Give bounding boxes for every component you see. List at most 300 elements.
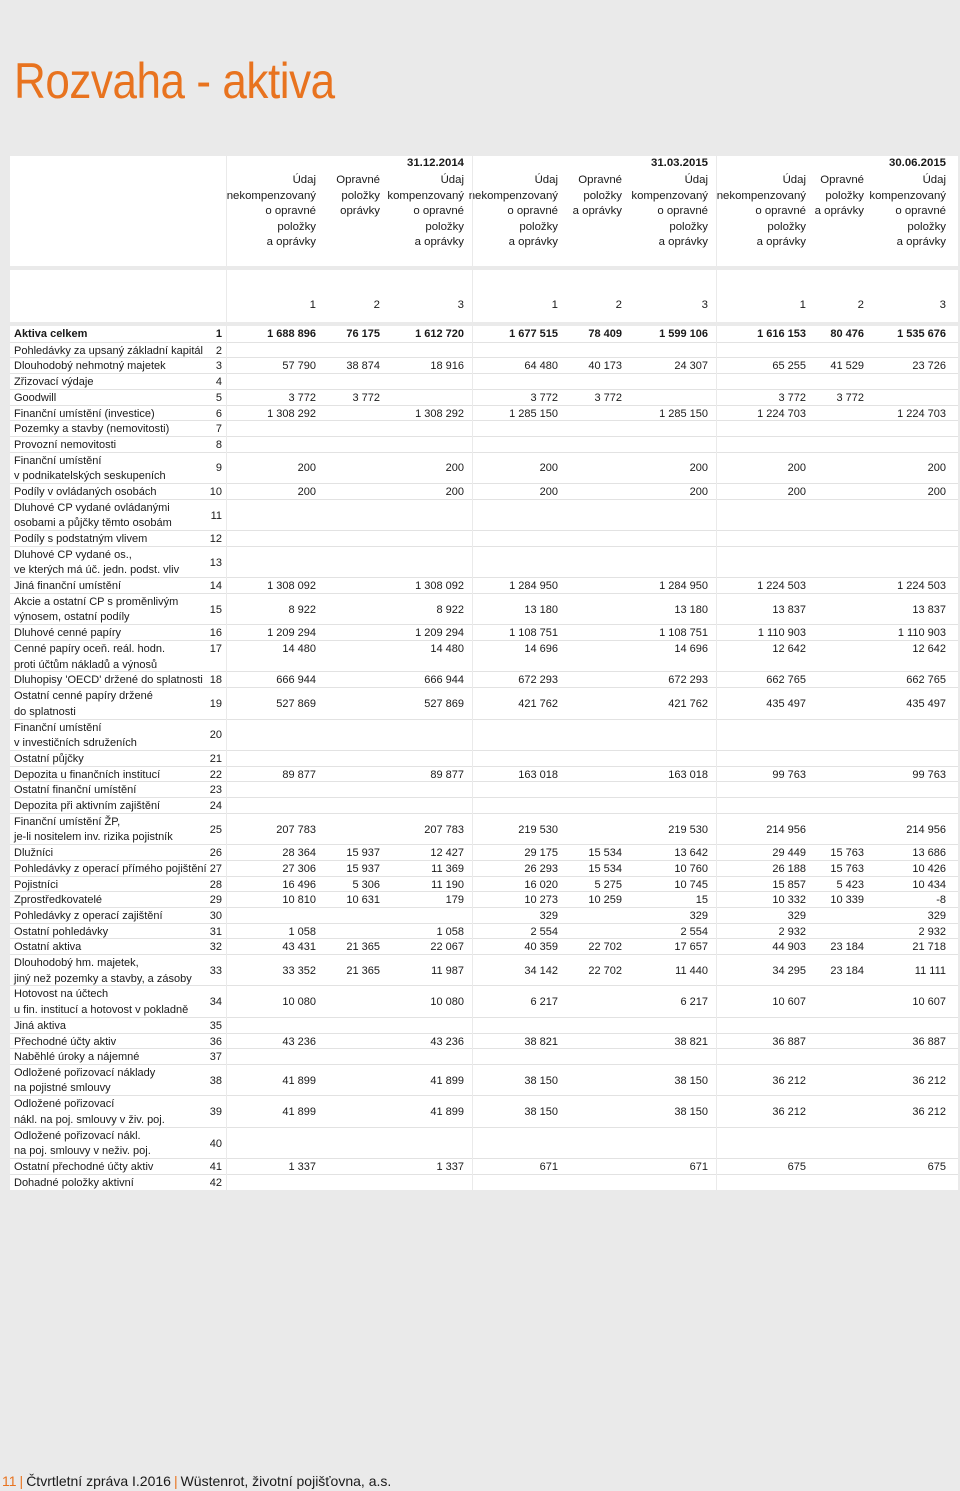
cell-value: 15 534 bbox=[588, 862, 622, 875]
row-label: Ostatní finanční umístění bbox=[14, 784, 137, 797]
cell-value: 2 932 bbox=[918, 925, 946, 938]
cell-value: 200 bbox=[689, 462, 708, 475]
cell-value: 200 bbox=[445, 462, 464, 475]
table-row bbox=[10, 797, 958, 814]
row-number: 17 bbox=[209, 643, 222, 655]
cell-value: 16 020 bbox=[524, 878, 558, 891]
cell-value: 18 916 bbox=[430, 360, 464, 373]
row-number: 24 bbox=[209, 800, 222, 812]
cell-value: 21 718 bbox=[912, 941, 946, 954]
cell-value: 3 772 bbox=[594, 391, 622, 404]
cell-value: 675 bbox=[787, 1161, 806, 1174]
row-label: Odložené pořizovací náklady na pojistné smlouvy bbox=[14, 1066, 156, 1095]
column-number: 2 bbox=[373, 299, 380, 311]
cell-value: 207 783 bbox=[276, 823, 316, 836]
cell-value: 12 642 bbox=[772, 643, 806, 655]
cell-value: 10 426 bbox=[912, 862, 946, 875]
cell-value: 179 bbox=[445, 894, 464, 907]
cell-value: 1 337 bbox=[436, 1161, 464, 1174]
cell-value: 11 440 bbox=[675, 964, 708, 977]
cell-value: 200 bbox=[539, 486, 558, 498]
cell-value: 1 110 903 bbox=[757, 627, 806, 640]
cell-value: 1 224 503 bbox=[897, 580, 946, 593]
cell-value: 527 869 bbox=[424, 697, 464, 710]
cell-value: 1 308 092 bbox=[415, 580, 464, 593]
cell-value: 329 bbox=[689, 909, 708, 922]
column-separator bbox=[472, 156, 473, 266]
cell-value: 666 944 bbox=[424, 674, 464, 687]
cell-value: 662 765 bbox=[906, 674, 946, 687]
table-header bbox=[10, 156, 958, 266]
cell-value: 1 612 720 bbox=[415, 328, 464, 340]
row-label: Goodwill bbox=[14, 391, 57, 404]
cell-value: 200 bbox=[787, 486, 806, 498]
row-number: 8 bbox=[215, 438, 222, 451]
cell-value: 329 bbox=[539, 909, 558, 922]
cell-value: 3 772 bbox=[352, 391, 380, 404]
row-label: Ostatní pohledávky bbox=[14, 925, 109, 938]
cell-value: 17 657 bbox=[674, 941, 708, 954]
cell-value: 3 772 bbox=[530, 391, 558, 404]
cell-value: 23 184 bbox=[830, 941, 864, 954]
cell-value: 1 337 bbox=[288, 1161, 316, 1174]
cell-value: 3 772 bbox=[288, 391, 316, 404]
cell-value: 36 212 bbox=[772, 1074, 806, 1087]
cell-value: 89 877 bbox=[430, 768, 464, 781]
column-separator bbox=[472, 326, 473, 1190]
cell-value: 1 209 294 bbox=[267, 627, 316, 640]
cell-value: 36 212 bbox=[772, 1106, 806, 1119]
row-number: 22 bbox=[209, 768, 222, 781]
cell-value: 11 111 bbox=[914, 964, 946, 977]
cell-value: 14 480 bbox=[430, 643, 464, 655]
column-header: Opravné položky a oprávky bbox=[572, 174, 622, 218]
cell-value: 29 175 bbox=[524, 847, 558, 860]
cell-value: 1 285 150 bbox=[659, 407, 708, 420]
cell-value: 28 364 bbox=[282, 847, 316, 860]
cell-value: 40 173 bbox=[588, 360, 622, 373]
cell-value: 1 108 751 bbox=[659, 627, 708, 640]
cell-value: 200 bbox=[689, 486, 708, 498]
row-label: Dlouhodobý nehmotný majetek bbox=[14, 360, 166, 373]
row-label: Aktiva celkem bbox=[14, 328, 88, 340]
period-date: 31.03.2015 bbox=[650, 157, 708, 169]
cell-value: 34 295 bbox=[772, 964, 806, 977]
cell-value: 10 080 bbox=[430, 996, 464, 1009]
table-row bbox=[10, 357, 958, 374]
cell-value: 671 bbox=[689, 1161, 708, 1174]
cell-value: 2 554 bbox=[680, 925, 708, 938]
table-row bbox=[10, 420, 958, 437]
cell-value: 5 275 bbox=[594, 878, 622, 891]
cell-value: 22 702 bbox=[588, 941, 622, 954]
cell-value: 64 480 bbox=[524, 360, 558, 373]
cell-value: 421 762 bbox=[518, 697, 558, 710]
row-label: Finanční umístění (investice) bbox=[14, 407, 155, 420]
column-number: 3 bbox=[701, 299, 708, 311]
table-row bbox=[10, 499, 958, 531]
cell-value: 10 607 bbox=[912, 996, 946, 1009]
table-row bbox=[10, 640, 958, 672]
row-number: 39 bbox=[209, 1106, 222, 1119]
cell-value: 36 212 bbox=[912, 1074, 946, 1087]
cell-value: 672 293 bbox=[668, 674, 708, 687]
cell-value: 26 293 bbox=[524, 862, 558, 875]
cell-value: 10 631 bbox=[346, 894, 380, 907]
cell-value: 435 497 bbox=[906, 697, 946, 710]
row-label: Pozemky a stavby (nemovitosti) bbox=[14, 423, 170, 436]
row-label: Cenné papíry oceň. reál. hodn. proti účtům nákladů a výnosů bbox=[14, 643, 166, 671]
table-row bbox=[10, 923, 958, 940]
cell-value: 214 956 bbox=[906, 823, 946, 836]
cell-value: 8 922 bbox=[436, 603, 464, 616]
row-number: 2 bbox=[215, 344, 222, 357]
table-row bbox=[10, 719, 958, 751]
column-separator bbox=[472, 270, 473, 322]
row-label: Zřizovací výdaje bbox=[14, 376, 94, 389]
cell-value: 11 369 bbox=[431, 862, 464, 875]
table-row bbox=[10, 860, 958, 877]
cell-value: 10 434 bbox=[912, 878, 946, 891]
footer: 11 | Čtvrtletní zpráva I.2016 | Wüstenrot, životní pojišťovna, a.s. bbox=[2, 1473, 392, 1489]
cell-value: 38 150 bbox=[674, 1074, 708, 1087]
cell-value: 22 702 bbox=[588, 964, 622, 977]
cell-value: 43 236 bbox=[430, 1035, 464, 1048]
column-number: 2 bbox=[857, 299, 864, 311]
cell-value: 1 599 106 bbox=[659, 328, 708, 340]
cell-value: 15 937 bbox=[346, 862, 380, 875]
row-number: 26 bbox=[209, 847, 222, 860]
cell-value: 662 765 bbox=[766, 674, 806, 687]
cell-value: 12 427 bbox=[430, 847, 464, 860]
column-separator bbox=[716, 156, 717, 266]
cell-value: 214 956 bbox=[766, 823, 806, 836]
cell-value: 38 150 bbox=[524, 1074, 558, 1087]
column-number: 2 bbox=[615, 299, 622, 311]
cell-value: 200 bbox=[927, 486, 946, 498]
row-label: Dluhové cenné papíry bbox=[14, 627, 122, 640]
cell-value: 666 944 bbox=[276, 674, 316, 687]
row-number: 11 bbox=[210, 509, 222, 522]
cell-value: 1 058 bbox=[288, 925, 316, 938]
cell-value: 12 642 bbox=[912, 643, 946, 655]
cell-value: 1 308 092 bbox=[267, 580, 316, 593]
cell-value: 329 bbox=[927, 909, 946, 922]
table-row bbox=[10, 891, 958, 908]
row-number: 9 bbox=[215, 462, 222, 475]
cell-value: 21 365 bbox=[346, 964, 380, 977]
row-label: Pojistníci bbox=[14, 878, 59, 891]
table-row bbox=[10, 907, 958, 924]
cell-value: 41 899 bbox=[430, 1074, 464, 1087]
cell-value: 10 080 bbox=[282, 996, 316, 1009]
row-number: 30 bbox=[209, 909, 222, 922]
period-date: 30.06.2015 bbox=[888, 157, 946, 169]
table-row bbox=[10, 326, 958, 342]
row-label: Zprostředkovatelé bbox=[14, 894, 103, 907]
column-number: 1 bbox=[799, 299, 806, 311]
row-label: Dluhové CP vydané ovládanými osobami a půjčky těmto osobám bbox=[14, 501, 172, 530]
cell-value: 38 821 bbox=[524, 1035, 558, 1048]
cell-value: 8 922 bbox=[288, 603, 316, 616]
row-label: Depozita u finančních institucí bbox=[14, 768, 161, 781]
table-row bbox=[10, 1095, 958, 1127]
cell-value: 38 150 bbox=[674, 1106, 708, 1119]
table-row bbox=[10, 876, 958, 893]
cell-value: 15 534 bbox=[588, 847, 622, 860]
cell-value: 10 273 bbox=[524, 894, 558, 907]
row-number: 25 bbox=[209, 823, 222, 836]
cell-value: 38 874 bbox=[346, 360, 380, 373]
cell-value: 163 018 bbox=[668, 768, 708, 781]
table-row bbox=[10, 1158, 958, 1175]
row-number: 35 bbox=[209, 1019, 222, 1032]
page-title: Rozvaha - aktiva bbox=[14, 53, 335, 109]
cell-value: 78 409 bbox=[588, 328, 622, 340]
column-separator bbox=[716, 326, 717, 1190]
cell-value: 5 306 bbox=[352, 878, 380, 891]
row-label: Dlouhodobý hm. majetek, jiný než pozemky a stavby, a zásoby bbox=[14, 957, 192, 985]
row-label: Podíly s podstatným vlivem bbox=[14, 533, 148, 546]
row-number: 1 bbox=[215, 328, 222, 340]
cell-value: 10 339 bbox=[830, 894, 864, 907]
cell-value: 15 bbox=[695, 894, 708, 907]
cell-value: 527 869 bbox=[276, 697, 316, 710]
row-label: Ostatní půjčky bbox=[14, 752, 84, 765]
row-label: Ostatní aktiva bbox=[14, 941, 82, 954]
row-label: Hotovost na účtech u fin. institucí a hotovost v pokladně bbox=[14, 988, 189, 1016]
column-number: 1 bbox=[309, 299, 316, 311]
cell-value: 15 763 bbox=[830, 862, 864, 875]
cell-value: 10 810 bbox=[282, 894, 316, 907]
cell-value: 3 772 bbox=[778, 391, 806, 404]
report-name: Čtvrtletní zpráva I.2016 bbox=[26, 1473, 171, 1489]
cell-value: 29 449 bbox=[772, 847, 806, 860]
cell-value: 671 bbox=[539, 1161, 558, 1174]
cell-value: 99 763 bbox=[912, 768, 946, 781]
table-row bbox=[10, 766, 958, 783]
cell-value: 13 180 bbox=[524, 603, 558, 616]
cell-value: 200 bbox=[927, 462, 946, 475]
row-label: Finanční umístění v investičních sdruženích bbox=[14, 721, 137, 750]
row-number: 18 bbox=[209, 674, 222, 687]
cell-value: 13 837 bbox=[772, 603, 806, 616]
row-label: Pohledávky z operací zajištění bbox=[14, 909, 163, 922]
cell-value: 2 554 bbox=[530, 925, 558, 938]
row-label: Depozita při aktivním zajištění bbox=[14, 800, 161, 812]
column-header: Údaj nekompenzovaný o opravné položky a oprávky bbox=[716, 174, 806, 249]
row-label: Podíly v ovládaných osobách bbox=[14, 486, 157, 498]
cell-value: 65 255 bbox=[772, 360, 806, 373]
row-number: 28 bbox=[209, 878, 222, 891]
row-number: 13 bbox=[209, 556, 222, 569]
cell-value: 1 616 153 bbox=[757, 328, 806, 340]
column-separator bbox=[226, 270, 227, 322]
cell-value: 1 308 292 bbox=[415, 407, 464, 420]
row-label: Dluhové CP vydané os., ve kterých má úč. jedn. podst. vliv bbox=[14, 548, 180, 577]
table-row bbox=[10, 1064, 958, 1096]
cell-value: 1 284 950 bbox=[509, 580, 558, 593]
table-row bbox=[10, 954, 958, 986]
cell-value: 11 190 bbox=[431, 878, 464, 891]
cell-value: 329 bbox=[787, 909, 806, 922]
column-header: Údaj nekompenzovaný o opravné položky a oprávky bbox=[468, 174, 558, 249]
row-label: Jiná aktiva bbox=[14, 1019, 66, 1032]
cell-value: 36 887 bbox=[912, 1035, 946, 1048]
cell-value: 41 899 bbox=[282, 1106, 316, 1119]
row-label: Finanční umístění ŽP, je-li nositelem inv. rizika pojistník bbox=[14, 815, 173, 844]
table-row bbox=[10, 985, 958, 1017]
cell-value: 1 108 751 bbox=[509, 627, 558, 640]
cell-value: 200 bbox=[297, 486, 316, 498]
cell-value: 2 932 bbox=[778, 925, 806, 938]
cell-value: 1 284 950 bbox=[659, 580, 708, 593]
row-number: 12 bbox=[209, 533, 222, 546]
row-number: 34 bbox=[209, 996, 222, 1009]
cell-value: 43 236 bbox=[282, 1035, 316, 1048]
cell-value: 200 bbox=[787, 462, 806, 475]
row-number: 3 bbox=[215, 360, 222, 373]
table-row bbox=[10, 624, 958, 641]
column-numbers bbox=[10, 270, 958, 322]
period-date: 31.12.2014 bbox=[406, 157, 464, 169]
row-label: Dlužníci bbox=[14, 847, 54, 860]
row-number: 32 bbox=[209, 941, 222, 954]
row-number: 41 bbox=[209, 1161, 222, 1174]
row-number: 27 bbox=[209, 862, 222, 875]
row-label: Odložené pořizovací nákl. na poj. smlouvy v neživ. poj. bbox=[14, 1129, 151, 1158]
row-number: 19 bbox=[209, 697, 222, 710]
cell-value: 10 332 bbox=[772, 894, 806, 907]
row-number: 36 bbox=[209, 1035, 222, 1048]
table-row bbox=[10, 1127, 958, 1159]
table-row bbox=[10, 342, 958, 359]
cell-value: 36 212 bbox=[912, 1106, 946, 1119]
table-row bbox=[10, 844, 958, 861]
cell-value: 11 987 bbox=[431, 964, 464, 977]
cell-value: 15 763 bbox=[830, 847, 864, 860]
cell-value: 41 529 bbox=[830, 360, 864, 373]
table-row bbox=[10, 687, 958, 719]
column-header: Údaj nekompenzovaný o opravné položky a oprávky bbox=[226, 174, 316, 249]
cell-value: 6 217 bbox=[530, 996, 558, 1009]
table-row bbox=[10, 1017, 958, 1034]
table-row bbox=[10, 813, 958, 845]
row-number: 4 bbox=[215, 376, 222, 389]
row-number: 6 bbox=[215, 407, 222, 420]
cell-value: 33 352 bbox=[282, 964, 316, 977]
cell-value: 219 530 bbox=[518, 823, 558, 836]
cell-value: 14 480 bbox=[282, 643, 316, 655]
cell-value: 10 745 bbox=[674, 878, 708, 891]
row-number: 31 bbox=[209, 925, 222, 938]
cell-value: 200 bbox=[445, 486, 464, 498]
column-header: Údaj kompenzovaný o opravné položky a oprávky bbox=[387, 174, 464, 249]
table-row bbox=[10, 1033, 958, 1050]
cell-value: 41 899 bbox=[430, 1106, 464, 1119]
cell-value: 21 365 bbox=[346, 941, 380, 954]
cell-value: 14 696 bbox=[674, 643, 708, 655]
row-number: 14 bbox=[209, 580, 222, 593]
row-label: Finanční umístění v podnikatelských seskupeních bbox=[14, 454, 166, 483]
row-number: 37 bbox=[209, 1051, 222, 1064]
row-number: 21 bbox=[209, 752, 222, 765]
cell-value: 99 763 bbox=[772, 768, 806, 781]
table-row bbox=[10, 373, 958, 390]
row-number: 20 bbox=[209, 729, 222, 742]
cell-value: 15 937 bbox=[346, 847, 380, 860]
table-row bbox=[10, 593, 958, 625]
cell-value: 1 058 bbox=[436, 925, 464, 938]
cell-value: 219 530 bbox=[668, 823, 708, 836]
cell-value: 13 180 bbox=[674, 603, 708, 616]
cell-value: 15 857 bbox=[772, 878, 806, 891]
row-label: Akcie a ostatní CP s proměnlivým výnosem, ostatní podíly bbox=[14, 595, 179, 624]
cell-value: 13 686 bbox=[912, 847, 946, 860]
cell-value: 76 175 bbox=[346, 328, 380, 340]
cell-value: 24 307 bbox=[674, 360, 708, 373]
row-label: Pohledávky z operací přímého pojištění bbox=[14, 862, 207, 875]
row-label: Dluhopisy 'OECD' držené do splatnosti bbox=[14, 674, 203, 687]
table-row bbox=[10, 389, 958, 406]
cell-value: 44 903 bbox=[772, 941, 806, 954]
row-number: 7 bbox=[215, 423, 222, 436]
column-header: Údaj kompenzovaný o opravné položky a oprávky bbox=[631, 174, 708, 249]
table-row bbox=[10, 781, 958, 798]
cell-value: 89 877 bbox=[282, 768, 316, 781]
column-header: Opravné položky a oprávky bbox=[814, 174, 864, 218]
table-row bbox=[10, 452, 958, 484]
column-number: 3 bbox=[939, 299, 946, 311]
cell-value: 36 887 bbox=[772, 1035, 806, 1048]
cell-value: -8 bbox=[936, 894, 946, 907]
row-label: Ostatní přechodné účty aktiv bbox=[14, 1161, 154, 1174]
table-row bbox=[10, 1174, 958, 1191]
cell-value: 26 188 bbox=[772, 862, 806, 875]
cell-value: 200 bbox=[297, 462, 316, 475]
column-number: 1 bbox=[551, 299, 558, 311]
row-number: 16 bbox=[209, 627, 222, 640]
column-separator bbox=[226, 326, 227, 1190]
table-row bbox=[10, 938, 958, 955]
cell-value: 13 642 bbox=[674, 847, 708, 860]
cell-value: 1 224 703 bbox=[757, 407, 806, 420]
cell-value: 23 184 bbox=[830, 964, 864, 977]
cell-value: 27 306 bbox=[282, 862, 316, 875]
cell-value: 1 308 292 bbox=[267, 407, 316, 420]
table-row bbox=[10, 671, 958, 688]
table-row bbox=[10, 577, 958, 594]
balance-sheet-table bbox=[10, 156, 958, 1190]
cell-value: 34 142 bbox=[524, 964, 558, 977]
cell-value: 207 783 bbox=[424, 823, 464, 836]
column-number: 3 bbox=[457, 299, 464, 311]
table-row bbox=[10, 750, 958, 767]
cell-value: 40 359 bbox=[524, 941, 558, 954]
cell-value: 10 259 bbox=[588, 894, 622, 907]
cell-value: 14 696 bbox=[524, 643, 558, 655]
row-label: Ostatní cenné papíry držené do splatnosti bbox=[14, 690, 153, 718]
row-number: 29 bbox=[209, 894, 222, 907]
table-row bbox=[10, 1048, 958, 1065]
column-header: Údaj kompenzovaný o opravné položky a oprávky bbox=[869, 174, 946, 249]
cell-value: 435 497 bbox=[766, 697, 806, 710]
cell-value: 421 762 bbox=[668, 697, 708, 710]
column-separator bbox=[716, 270, 717, 322]
cell-value: 23 726 bbox=[912, 360, 946, 373]
cell-value: 1 209 294 bbox=[415, 627, 464, 640]
cell-value: 3 772 bbox=[836, 391, 864, 404]
